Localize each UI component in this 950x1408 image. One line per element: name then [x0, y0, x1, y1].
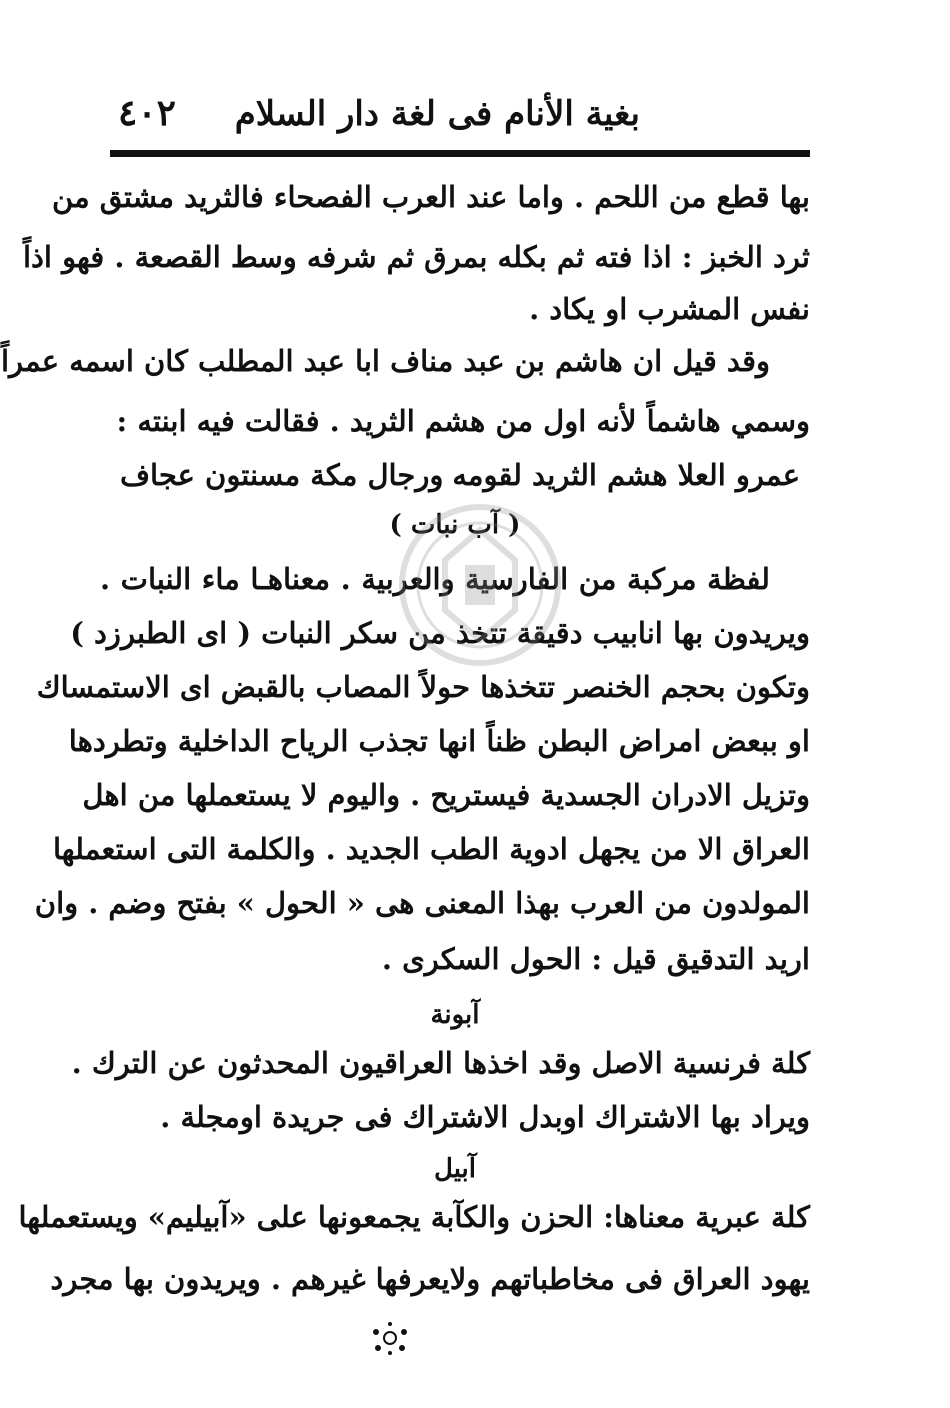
text-line: ثرد الخبز : اذا فته ثم بكله بمرق ثم شرفه وسط القصعة . فهو اذاً [22, 240, 810, 274]
running-title: بغية الأنام فى لغة دار السلام [234, 94, 640, 134]
verse-hemistich-2: ورجال مكة مسنتون عجاف [120, 458, 444, 492]
text-line: وتكون بحجم الخنصر تتخذها حولاً المصاب بالقبض اى الاستمساك [36, 670, 810, 704]
flower-ornament-icon [360, 1318, 420, 1358]
text-line: او ببعض امراض البطن ظناً انها تجذب الرياح الداخلية وتطردها [68, 724, 810, 758]
text-line: اريد التدقيق قيل : الحول السكرى . [381, 942, 810, 976]
verse-hemistich-1: عمرو العلا هشم الثريد لقومه [452, 458, 800, 492]
text-line: كلة فرنسية الاصل وقد اخذها العراقيون المحدثون عن الترك . [71, 1046, 810, 1080]
library-seal-watermark-icon [395, 500, 565, 670]
text-line: نفس المشرب او يكاد . [529, 292, 810, 326]
text-line: ويراد بها الاشتراك اوبدل الاشتراك فى جريدة اومجلة . [160, 1100, 810, 1134]
text-line: المولدون من العرب بهذا المعنى هى « الحول » بفتح وضم . وان [34, 886, 810, 920]
entry-heading: آبونة [430, 1000, 480, 1030]
entry-heading: ( آب نبات ) [389, 510, 521, 540]
text-line: العراق الا من يجهل ادوية الطب الجديد . والكلمة التى استعملها [52, 832, 810, 866]
page-number: ٤٠٢ [118, 92, 177, 134]
text-line: يهود العراق فى مخاطباتهم ولايعرفها غيرهم . ويريدون بها مجرد [50, 1262, 810, 1296]
header-rule [110, 150, 810, 157]
running-header [110, 90, 810, 150]
text-line: لفظة مركبة من الفارسية والعربية . معناهـا ماء النبات . [100, 562, 770, 596]
text-line: كلة عبرية معناها: الحزن والكآبة يجمعونها على «آبيليم» ويستعملها [18, 1200, 810, 1234]
text-line: وقد قيل ان هاشم بن عبد مناف ابا عبد المطلب كان اسمه عمراً [0, 344, 770, 378]
text-line: ويريدون بها انابيب دقيقة تتخذ من سكر النبات ( اى الطبرزد ) [70, 616, 810, 650]
text-line: وتزيل الادران الجسدية فيستريح . واليوم لا يستعملها من اهل [82, 778, 810, 812]
text-line: وسمي هاشماً لأنه اول من هشم الثريد . فقالت فيه ابنته : [116, 404, 810, 438]
entry-heading: آبيل [434, 1154, 476, 1184]
text-line: بها قطع من اللحم . واما عند العرب الفصحاء فالثريد مشتق من [52, 180, 810, 214]
